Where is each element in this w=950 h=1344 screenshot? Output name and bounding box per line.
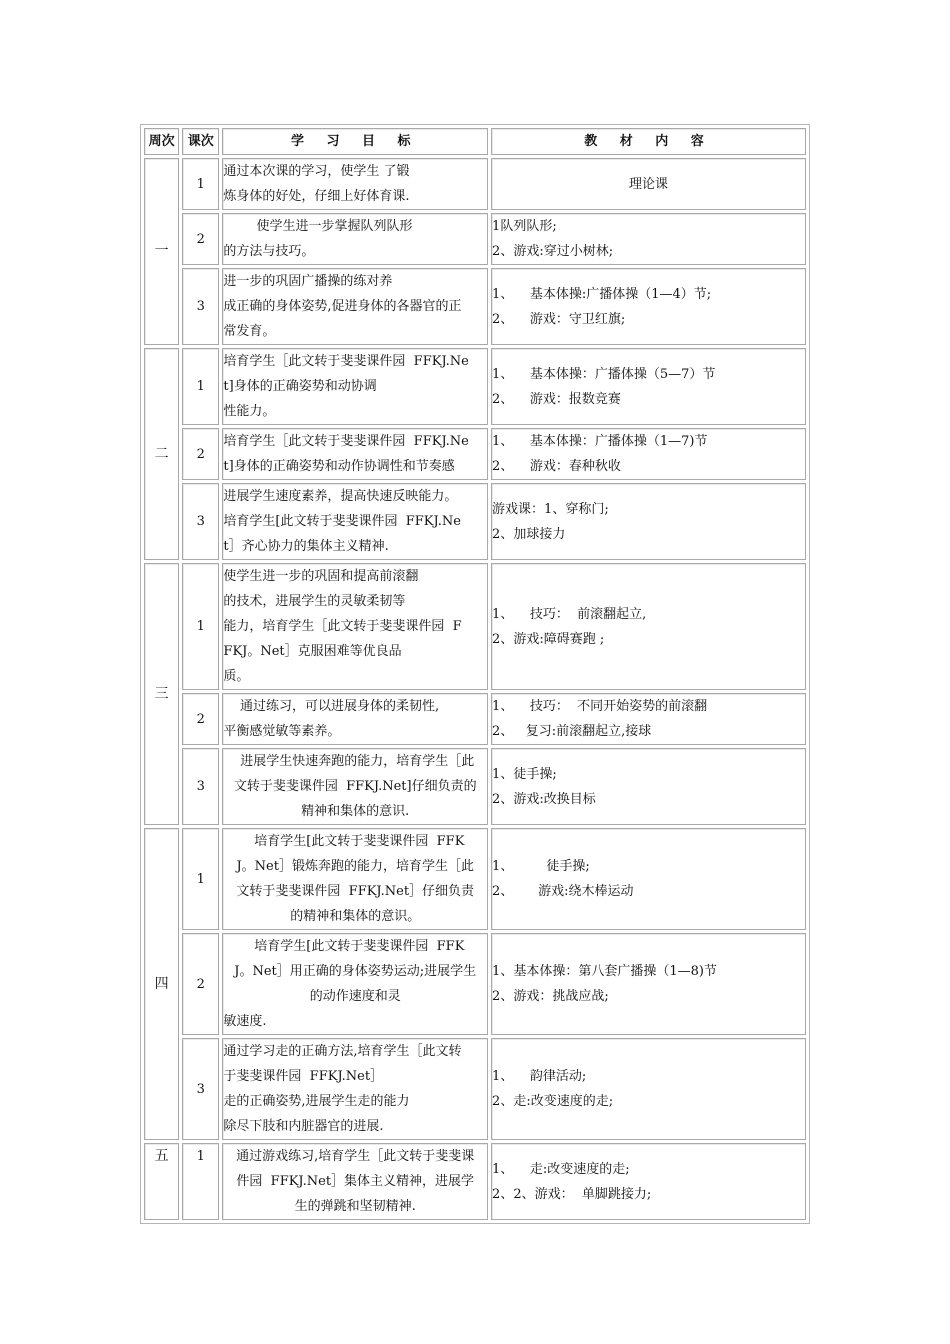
- week-cell: 二: [144, 348, 179, 560]
- material-line: 1、基本体操：第八套广播操（1—8)节: [492, 964, 717, 979]
- table-row: [144, 158, 806, 210]
- goal-line: 生的弹跳和坚韧精神.: [294, 1199, 416, 1214]
- goal-line: 文转于斐斐课件园 FFKJ.Net］仔细负责: [236, 884, 475, 899]
- goal-line: 于斐斐课件园 FFKJ.Net］: [223, 1069, 384, 1084]
- material-cell: [491, 693, 806, 745]
- material-cell: [491, 828, 806, 930]
- header-lesson: 课次: [182, 128, 219, 155]
- material-line: 2、游戏：挑战应战;: [492, 989, 609, 1004]
- material-cell: [491, 158, 806, 210]
- material-line: 1、 基本体操：广播体操（1—7)节: [492, 434, 708, 449]
- material-line: 游戏课：1、穿称门;: [492, 501, 609, 517]
- header-material: 教 材 内 容: [491, 128, 806, 155]
- lesson-cell: 1: [182, 563, 219, 690]
- goal-line: 除尽下肢和内脏器官的进展.: [223, 1119, 384, 1134]
- goal-cell: [222, 693, 488, 745]
- goal-cell: [222, 933, 488, 1035]
- goal-line: 进一步的巩固广播操的练对养: [223, 274, 393, 289]
- goal-line: 的方法与技巧。: [223, 244, 315, 259]
- lesson-cell: 1: [182, 828, 219, 930]
- material-line: 1、徒手操;: [492, 766, 557, 782]
- goal-cell: [222, 748, 488, 825]
- table-row: [144, 693, 806, 745]
- goal-line: 精神和集体的意识.: [301, 804, 410, 819]
- material-line: 理论课: [629, 176, 669, 192]
- material-line: 2、游戏:穿过小树林;: [492, 244, 614, 259]
- goal-line: t]身体的正确姿势和动协调: [223, 379, 377, 394]
- material-cell: [491, 563, 806, 690]
- goal-line: t］齐心协力的集体主义精神.: [223, 539, 389, 554]
- lesson-cell: 1: [182, 1143, 219, 1220]
- goal-line: 炼身体的好处，仔细上好体育课.: [223, 189, 410, 204]
- lesson-cell: 2: [182, 213, 219, 265]
- lesson-plan-document: [140, 124, 810, 1224]
- table-row: [144, 748, 806, 825]
- material-line: 1、 韵律活动;: [492, 1069, 587, 1084]
- material-line: 1队列队形;: [492, 219, 557, 234]
- goal-line: 通过游戏练习,培育学生［此文转于斐斐课: [236, 1149, 475, 1164]
- goal-line: 培育学生[此文转于斐斐课件园 FFK: [246, 834, 465, 849]
- material-line: 2、 复习:前滚翻起立,接球: [492, 724, 652, 739]
- header-row: [144, 128, 806, 155]
- goal-line: 使学生进一步的巩固和提高前滚翻: [223, 569, 419, 584]
- table-row: [144, 483, 806, 560]
- material-cell: [491, 483, 806, 560]
- goal-line: J。Net］锻炼奔跑的能力，培育学生［此: [236, 859, 474, 874]
- goal-line: 培育学生［此文转于斐斐课件园 FFKJ.Ne: [223, 354, 469, 369]
- material-cell: [491, 933, 806, 1035]
- material-line: 2、游戏:障碍赛跑 ;: [492, 631, 605, 647]
- goal-cell: [222, 1038, 488, 1140]
- goal-line: 性能力。: [223, 404, 276, 419]
- goal-line: 的精神和集体的意识。: [290, 909, 421, 924]
- goal-line: J。Net］用正确的身体姿势运动;进展学生: [234, 964, 477, 979]
- table-row: [144, 348, 806, 425]
- goal-line: 质。: [223, 669, 250, 684]
- material-line: 1、 基本体操:广播体操（1—4）节;: [492, 286, 712, 302]
- material-line: 1、 徒手操;: [492, 859, 590, 874]
- lesson-cell: 3: [182, 483, 219, 560]
- week-cell: 四: [144, 828, 179, 1140]
- week-cell: 五: [144, 1143, 179, 1220]
- goal-line: 培育学生［此文转于斐斐课件园 FFKJ.Ne: [223, 434, 469, 449]
- goal-cell: [222, 828, 488, 930]
- material-cell: [491, 1143, 806, 1220]
- lesson-cell: 3: [182, 268, 219, 345]
- lesson-cell: 1: [182, 158, 219, 210]
- material-cell: [491, 213, 806, 265]
- material-cell: [491, 748, 806, 825]
- goal-line: 平衡感觉敏等素养。: [223, 724, 341, 739]
- header-goal: 学 习 目 标: [222, 128, 488, 155]
- material-cell: [491, 348, 806, 425]
- material-line: 2、 游戏：报数竞赛: [492, 391, 621, 407]
- material-line: 2、2、游戏： 单脚跳接力;: [492, 1186, 652, 1202]
- lesson-plan-table: [141, 125, 809, 1223]
- goal-line: 敏速度.: [223, 1014, 267, 1029]
- goal-cell: [222, 563, 488, 690]
- material-line: 2、加球接力: [492, 526, 566, 542]
- goal-cell: [222, 158, 488, 210]
- goal-line: 使学生进一步掌握队列队形: [223, 219, 413, 234]
- goal-line: 进展学生速度素养，提高快速反映能力。: [223, 489, 458, 504]
- goal-line: 培育学生[此文转于斐斐课件园 FFKJ.Ne: [223, 514, 461, 529]
- table-row: [144, 1038, 806, 1140]
- goal-line: 通过学习走的正确方法,培育学生［此文转: [223, 1044, 462, 1059]
- material-line: 2、 游戏:绕木棒运动: [492, 884, 634, 899]
- material-cell: [491, 1038, 806, 1140]
- goal-line: 通过本次课的学习，使学生 了锻: [223, 164, 410, 179]
- table-row: [144, 428, 806, 480]
- lesson-cell: 2: [182, 693, 219, 745]
- goal-line: 成正确的身体姿势,促进身体的各器官的正: [223, 299, 462, 314]
- material-line: 2、 游戏：春种秋收: [492, 459, 621, 474]
- goal-line: 培育学生[此文转于斐斐课件园 FFK: [246, 939, 465, 954]
- material-cell: [491, 268, 806, 345]
- goal-line: 的技术，进展学生的灵敏柔韧等: [223, 594, 406, 609]
- material-line: 1、 技巧： 不同开始姿势的前滚翻: [492, 699, 708, 714]
- table-row: [144, 213, 806, 265]
- goal-line: 的动作速度和灵: [309, 989, 401, 1004]
- goal-line: t]身体的正确姿势和动作协调性和节奏感: [223, 459, 455, 474]
- goal-line: 常发育。: [223, 324, 276, 339]
- week-cell: 三: [144, 563, 179, 825]
- material-line: 2、 游戏：守卫红旗;: [492, 311, 626, 327]
- table-row: [144, 828, 806, 930]
- goal-cell: [222, 213, 488, 265]
- goal-cell: [222, 483, 488, 560]
- goal-line: 文转于斐斐课件园 FFKJ.Net]仔细负责的: [233, 779, 477, 794]
- lesson-cell: 2: [182, 428, 219, 480]
- material-line: 2、游戏:改换目标: [492, 791, 596, 807]
- week-cell: 一: [144, 158, 179, 345]
- goal-cell: [222, 1143, 488, 1220]
- goal-line: 件园 FFKJ.Net］集体主义精神，进展学: [236, 1174, 475, 1189]
- material-line: 1、 技巧： 前滚翻起立,: [492, 606, 647, 622]
- goal-line: FKJ。Net］克服困难等优良品: [223, 644, 402, 659]
- goal-line: 走的正确姿势,进展学生走的能力: [223, 1094, 410, 1109]
- material-cell: [491, 428, 806, 480]
- table-row: [144, 268, 806, 345]
- table-row: [144, 563, 806, 690]
- table-row: [144, 1143, 806, 1220]
- lesson-cell: 2: [182, 933, 219, 1035]
- material-line: 2、走:改变速度的走;: [492, 1094, 614, 1109]
- material-line: 1、 基本体操：广播体操（5—7）节: [492, 366, 716, 382]
- goal-line: 通过练习，可以进展身体的柔韧性,: [223, 699, 440, 714]
- lesson-cell: 1: [182, 348, 219, 425]
- header-week: 周次: [144, 128, 179, 155]
- lesson-cell: 3: [182, 1038, 219, 1140]
- lesson-cell: 3: [182, 748, 219, 825]
- table-row: [144, 933, 806, 1035]
- goal-line: 进展学生快速奔跑的能力，培育学生［此: [236, 754, 475, 769]
- material-line: 1、 走:改变速度的走;: [492, 1161, 630, 1177]
- goal-cell: [222, 428, 488, 480]
- goal-line: 能力，培育学生［此文转于斐斐课件园 F: [223, 619, 462, 634]
- goal-cell: [222, 348, 488, 425]
- goal-cell: [222, 268, 488, 345]
